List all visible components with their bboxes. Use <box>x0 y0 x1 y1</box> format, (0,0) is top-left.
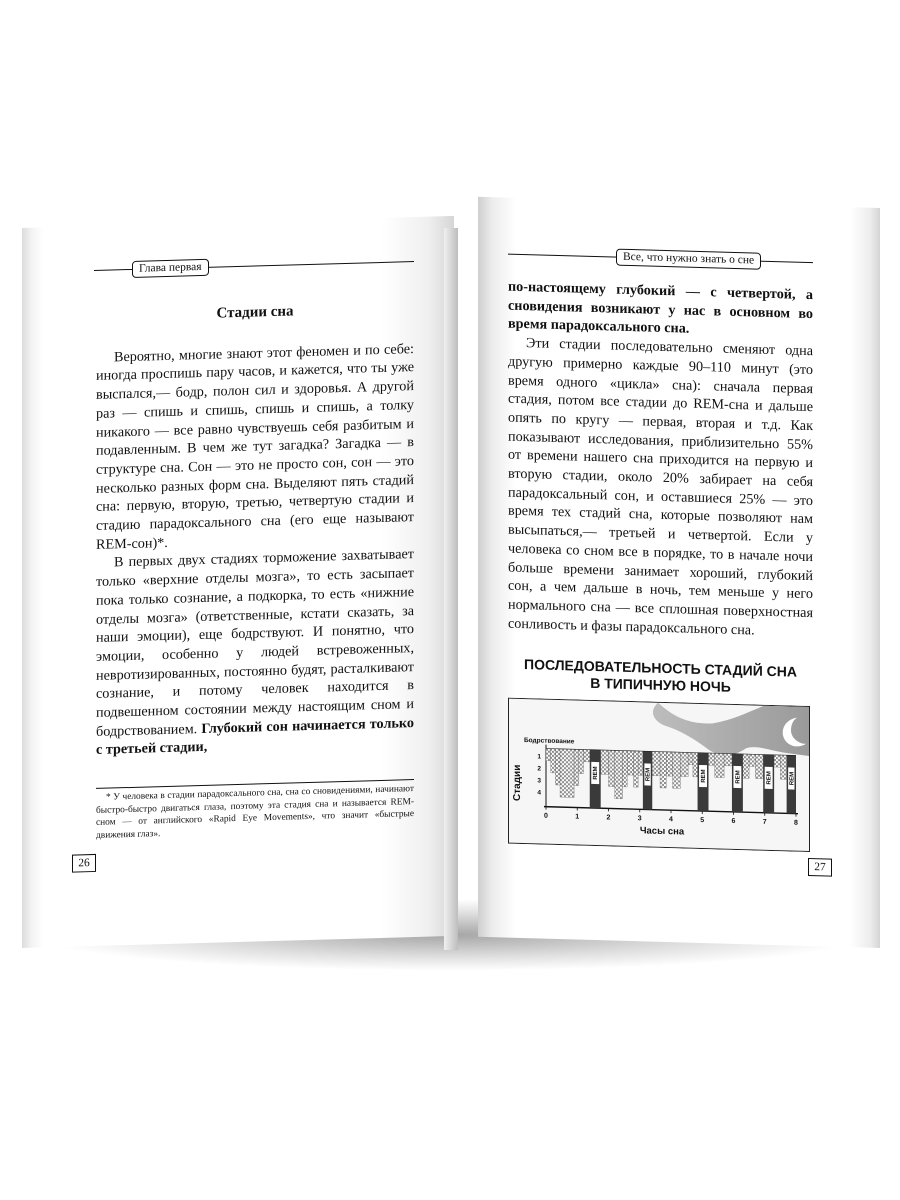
hypnogram-bar <box>680 752 688 776</box>
rem-label: REM <box>789 771 796 786</box>
x-tick-label: 4 <box>669 816 673 824</box>
left-running-header <box>94 253 414 278</box>
y-tick-label: 3 <box>537 777 541 785</box>
page-number-left: 26 <box>72 854 96 873</box>
hypnogram-bar <box>780 755 786 779</box>
x-tick-label: 5 <box>700 816 705 825</box>
chart-title-line-2: В ТИПИЧНУЮ НОЧЬ <box>590 674 731 695</box>
hypnogram-bar <box>709 753 715 765</box>
hypnogram-bar <box>555 749 560 785</box>
rem-label: REM <box>766 771 773 785</box>
hypnogram-bar <box>623 751 628 787</box>
right-text-column <box>508 278 813 642</box>
hypnogram-bar <box>749 754 755 766</box>
hypnogram-bar <box>755 755 763 779</box>
hypnogram-bar <box>688 753 693 765</box>
hypnogram-bar <box>627 751 633 775</box>
footnote-text: * У человека в стадии парадоксального сна, сна со сновидениями, начинают быстро-быстро двигаться глаза, поэтому эта стадия сна и называется REM-сном — от английского «Rapid Eye Movements», что значит «быстрые движения глаз». <box>96 784 414 841</box>
section-title: Стадии сна <box>216 303 294 322</box>
hypnogram-chart <box>508 698 810 852</box>
left-text-column <box>96 299 414 760</box>
right-page <box>478 197 880 948</box>
left-page <box>22 216 454 948</box>
right-running-header <box>508 246 813 271</box>
x-tick-label: 7 <box>762 818 767 826</box>
paragraph-3: Эти стадии последовательно сменяют одна другую примерно каждые 90–110 минут (это время одного «цикла» сна): сначала первая стадия, потом все стадии до REM-сна и дальше опять по кругу — первая, вторая и т.д. Как показывают исследования, приблизительно 55% от времени нашего сна приходится на первую и вторую стадии, около 20% забирает на себя парадоксальный сон, и оставшиеся 25% — это время тех стадий сна, которые позволяют нам высыпаться,— третьей и четвертой. Если у человека со сном все в порядке, то в начале ночи больше времени занимает хороший, глубокий сон, а чем дальше в ночь, тем меньше у него нормального сна — все сплошная поверхностная сонливость и фазы парадоксального сна. <box>508 335 813 639</box>
paragraph-1: Вероятно, многие знают этот феномен и по себе: иногда проспишь пару часов, и кажется, что ты уже выспался,— бодр, полон сил и здоровья. А другой раз — спишь и спишь, спишь и спишь, а толку никакого — все равно чувствуешь себя разбитым и подавленным. В чем же тут загадка? Загадка — в структуре сна. Сон — это не просто сон, сон — это несколько разных форм сна. Выделяют пять стадий сна: первую, вторую, третью, четвертую стадии и стадию парадоксального сна (его еще называют REM-сон)*. <box>96 340 414 553</box>
hypnogram-bar <box>615 751 623 799</box>
chart-top-label: Бодрствование <box>524 737 575 746</box>
y-tick-label: 4 <box>537 789 541 797</box>
hypnogram-bar <box>579 750 584 774</box>
spine-shadow <box>444 228 458 950</box>
x-tick-label: 3 <box>637 815 642 823</box>
hypnogram-bar <box>774 755 780 767</box>
hypnogram-bar <box>574 749 579 785</box>
bold-lead: по-настоящему глубокий — с четвертой, а сновидения возникают у нас в основном во время парадоксального сна. <box>508 278 813 338</box>
book-title-box: Все, что нужно знать о сне <box>616 249 761 270</box>
paragraph-2 <box>96 545 414 760</box>
hypnogram-bar <box>634 751 639 787</box>
page-number-right: 27 <box>808 858 832 877</box>
chart-y-label: Стадии <box>512 764 523 802</box>
hypnogram-bar <box>560 749 574 797</box>
hypnogram-bar <box>673 752 681 788</box>
x-tick-label: 6 <box>731 817 736 825</box>
hypnogram-bar <box>724 754 732 766</box>
x-tick-label: 0 <box>544 812 548 820</box>
rem-label: REM <box>645 767 652 782</box>
x-tick-label: 2 <box>606 814 611 822</box>
hypnogram-bar <box>551 749 556 773</box>
hypnogram-bar <box>609 750 615 786</box>
hypnogram-bar <box>546 749 551 761</box>
hypnogram-bar <box>601 750 609 774</box>
rem-label: REM <box>735 770 742 784</box>
hypnogram-svg <box>508 698 810 852</box>
hypnogram-bar <box>666 752 672 776</box>
chart-title-line-1: ПОСЛЕДОВАТЕЛЬНОСТЬ СТАДИЙ СНА <box>524 656 797 680</box>
rem-label: REM <box>701 769 708 783</box>
y-tick-label: 2 <box>537 765 541 773</box>
paragraph-2-text: В первых двух стадиях торможение захватывает только «верхние отделы мозга», то есть засыпает пока только сознание, а подкорка, то есть «нижние отделы мозга» (ответственные, кстати сказать, за наши эмоции), еще бодрствуют. И понятно, что эмоции, особенно у людей встревоженных, невротизированных, постоянно будят, расталкивают сознание, и потому человек находится в подвешенном состоянии между настоящим сном и бодрствованием. <box>96 546 414 740</box>
hypnogram-bar <box>715 753 724 777</box>
chapter-title-box: Глава первая <box>132 259 209 278</box>
hypnogram-bar <box>660 752 666 788</box>
x-tick-label: 8 <box>794 819 798 827</box>
y-tick-label: 1 <box>537 753 541 761</box>
hypnogram-bar <box>584 750 590 762</box>
hypnogram-bar <box>638 751 643 775</box>
hypnogram-bar <box>652 752 660 776</box>
footnote <box>96 783 414 842</box>
chart-x-label: Часы сна <box>639 825 685 838</box>
chart-title <box>508 656 813 699</box>
hypnogram-bar <box>743 754 749 778</box>
hypnogram-bar <box>693 753 698 777</box>
x-tick-label: 1 <box>575 813 580 821</box>
rem-label: REM <box>593 766 600 780</box>
paragraph-2-bold: Глубокий сон начинается только с третьей стадии, <box>96 714 415 759</box>
